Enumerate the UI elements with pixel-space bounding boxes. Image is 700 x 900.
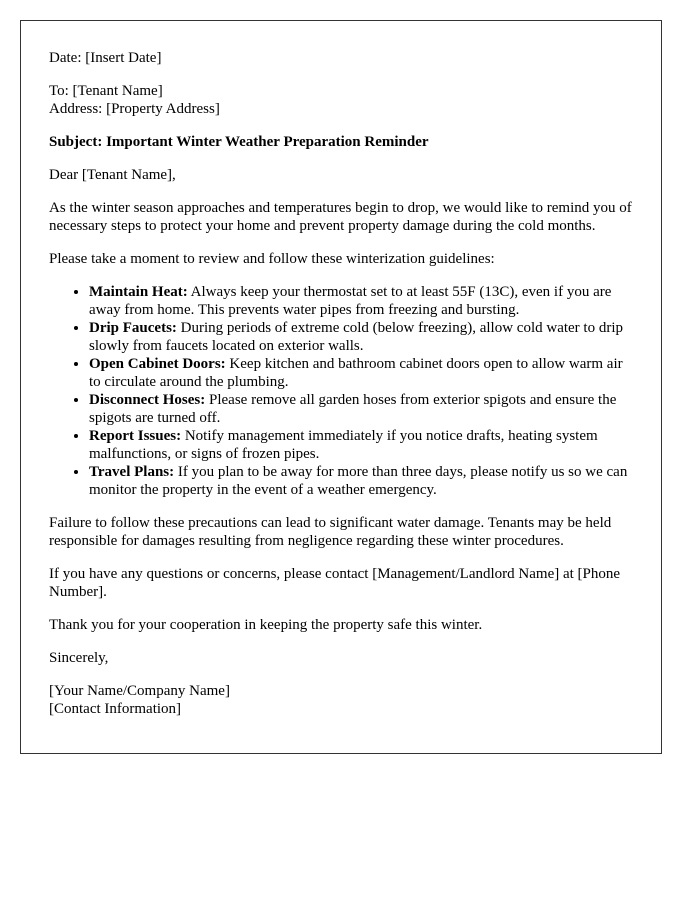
guideline-text: During periods of extreme cold (below freezing), allow cold water to drip slowly from faucets located on exterior walls. <box>89 320 624 354</box>
guidelines-intro: Please take a moment to review and follow these winterization guidelines: <box>49 251 495 267</box>
guideline-item <box>89 391 633 427</box>
thanks-paragraph: Thank you for your cooperation in keeping the property safe this winter. <box>49 617 483 633</box>
guideline-item <box>89 355 633 391</box>
guideline-item <box>89 463 633 499</box>
closing: Sincerely, <box>49 650 109 666</box>
to-line: To: [Tenant Name] <box>49 83 163 99</box>
guideline-item <box>89 427 633 463</box>
address-line: Address: [Property Address] <box>49 101 220 117</box>
guideline-title: Report Issues: <box>89 428 182 444</box>
guideline-title: Drip Faucets: <box>89 320 177 336</box>
intro-paragraph: As the winter season approaches and temperatures begin to drop, we would like to remind you of necessary steps to protect your home and prevent property damage during the cold months. <box>49 200 632 234</box>
greeting: Dear [Tenant Name], <box>49 167 176 183</box>
letter <box>20 20 662 754</box>
guideline-title: Open Cabinet Doors: <box>89 356 226 372</box>
signature-name: [Your Name/Company Name] <box>49 683 230 699</box>
guideline-title: Maintain Heat: <box>89 284 188 300</box>
guideline-title: Travel Plans: <box>89 464 175 480</box>
signature-contact: [Contact Information] <box>49 701 182 717</box>
guideline-text: Keep kitchen and bathroom cabinet doors open to allow warm air to circulate around the plumbing. <box>89 356 623 390</box>
contact-paragraph: If you have any questions or concerns, please contact [Management/Landlord Name] at [Phone Number]. <box>49 566 621 600</box>
recipient-block <box>49 82 633 118</box>
guidelines-list <box>49 283 633 499</box>
guideline-text: Always keep your thermostat set to at least 55F (13C), even if you are away from home. This prevents water pipes from freezing and bursting. <box>89 284 612 318</box>
guideline-item <box>89 319 633 355</box>
warning-paragraph: Failure to follow these precautions can lead to significant water damage. Tenants may be held responsible for damages resulting from negligence regarding these winter procedures. <box>49 515 612 549</box>
date-line: Date: [Insert Date] <box>49 50 162 66</box>
subject-line: Subject: Important Winter Weather Preparation Reminder <box>49 134 429 150</box>
guideline-title: Disconnect Hoses: <box>89 392 206 408</box>
guideline-text: Notify management immediately if you notice drafts, heating system malfunctions, or signs of frozen pipes. <box>89 428 598 462</box>
guideline-text: If you plan to be away for more than three days, please notify us so we can monitor the property in the event of a weather emergency. <box>89 464 628 498</box>
guideline-text: Please remove all garden hoses from exterior spigots and ensure the spigots are turned off. <box>89 392 617 426</box>
guideline-item <box>89 283 633 319</box>
signature-block <box>49 682 633 718</box>
